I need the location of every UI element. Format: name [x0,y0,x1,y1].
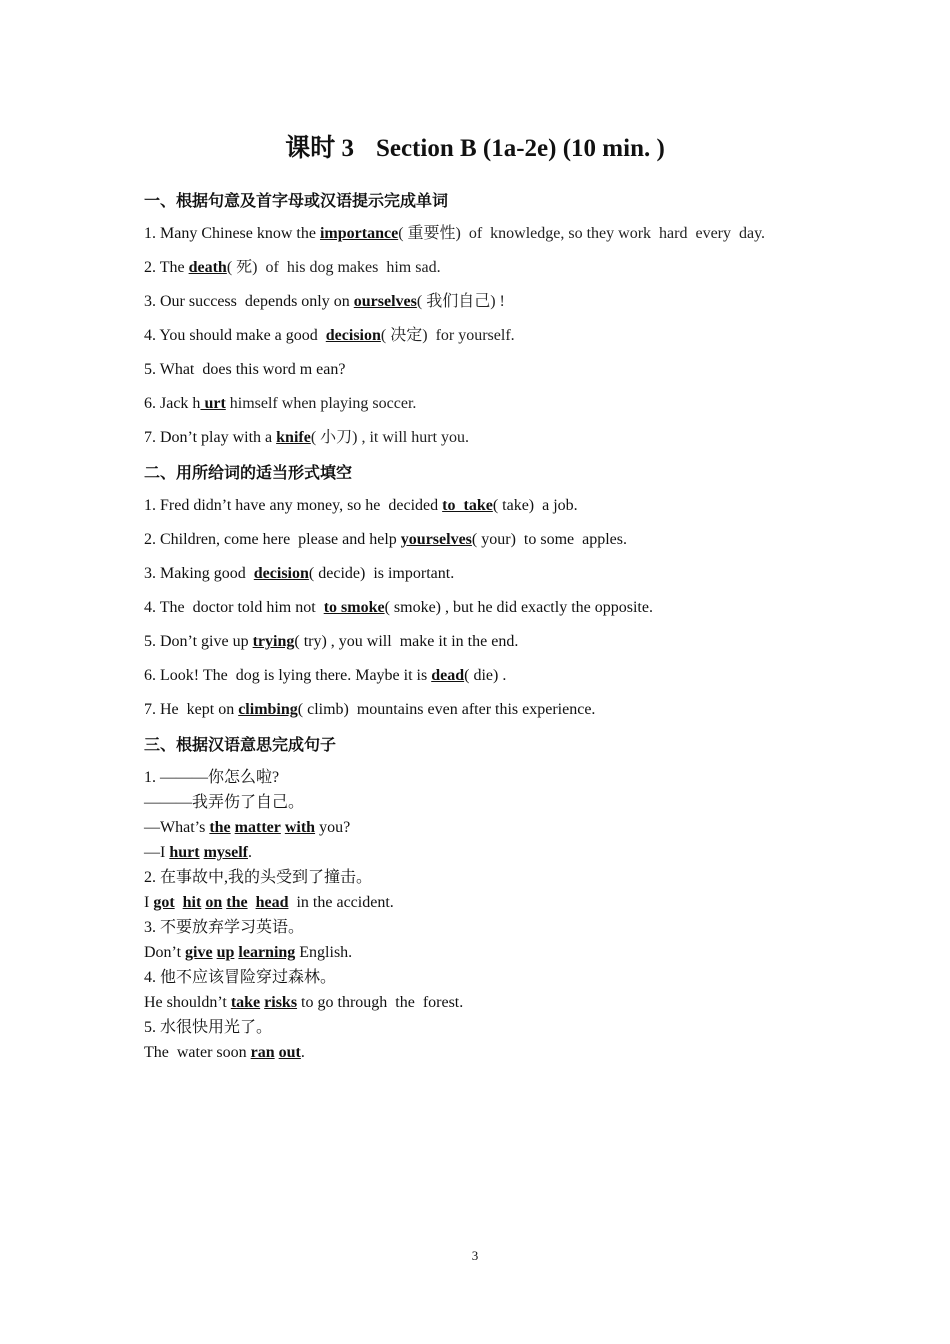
answer: learning [238,944,296,961]
answer: decision [253,565,309,582]
answer: on [205,894,223,911]
page-title [0,133,950,165]
part1-item-6: 6. Jack h urt himself when playing soccer. [144,395,417,412]
part1-heading: 一、根据句意及首字母或汉语提示完成单词 [144,191,449,210]
answer: up [216,944,235,961]
answer: dead [431,667,465,684]
part1-item-7: 7. Don’t play with a knife( 小刀) , it will hurt you. [144,429,470,446]
part2-item-7: 7. He kept on climbing( climb) mountains even after this experience. [144,701,596,718]
answer: hurt [169,844,200,861]
answer: the [209,819,231,836]
part3-line-4: —I hurt myself. [144,844,252,861]
part2-item-3: 3. Making good decision( decide) is important. [144,565,455,582]
part3-line-3: —What’s the matter with you? [144,819,351,836]
part1-item-4: 4. You should make a good decision( 决定) for yourself. [144,327,515,344]
part3-line-9: 4. 他不应该冒险穿过森林。 [144,969,337,986]
answer: matter [234,819,281,836]
answer: with [284,819,316,836]
answer: to smoke [323,599,385,616]
part3-line-10: He shouldn’t take risks to go through the forest. [144,994,464,1011]
part2-item-1: 1. Fred didn’t have any money, so he decided to take( take) a job. [144,497,578,514]
part1-item-1: 1. Many Chinese know the importance( 重要性) of knowledge, so they work hard every day. [144,225,766,242]
part1-item-5: 5. What does this word m ean? [144,361,346,378]
part3-line-8: Don’t give up learning English. [144,944,353,961]
part3-line-1: 1. ———你怎么啦? [144,769,280,786]
answer: importance [319,225,399,242]
answer: myself [203,844,248,861]
answer: decision [325,327,381,344]
answer: risks [264,994,298,1011]
answer: take [230,994,261,1011]
answer: yourselves [400,531,472,548]
page-number: 3 [471,1248,479,1263]
answer: ran [250,1044,275,1061]
part1-item-2: 2. The death( 死) of his dog makes him sad. [144,259,441,276]
answer: head [255,894,289,911]
part3-line-6: I got hit on the head in the accident. [144,894,394,911]
answer: urt [200,395,226,412]
answer: knife [276,429,311,446]
answer: got [153,894,175,911]
part3-line-11: 5. 水很快用光了。 [144,1019,273,1036]
part1-item-3: 3. Our success depends only on ourselves( 我们自己) ! [144,293,505,310]
answer: death [188,259,227,276]
answer: give [185,944,213,961]
answer: to take [442,497,493,514]
answer: trying [252,633,295,650]
part2-item-2: 2. Children, come here please and help yourselves( your) to some apples. [144,531,627,548]
part2-item-5: 5. Don’t give up trying( try) , you will make it in the end. [144,633,519,650]
answer: the [226,894,248,911]
answer: climbing [238,701,298,718]
answer: ourselves [353,293,417,310]
answer: out [278,1044,301,1061]
part3-line-7: 3. 不要放弃学习英语。 [144,919,305,936]
section-label: Section B (1a-2e) (10 min. ) [375,135,665,162]
part3-heading: 三、根据汉语意思完成句子 [144,735,337,754]
lesson-label: 课时 3 [285,135,354,162]
part3-line-12: The water soon ran out. [144,1044,305,1061]
part2-item-4: 4. The doctor told him not to smoke( smoke) , but he did exactly the opposite. [144,599,653,616]
part3-line-2: ———我弄伤了自己。 [144,794,305,811]
part2-heading: 二、用所给词的适当形式填空 [144,463,353,482]
answer: hit [182,894,202,911]
part2-item-6: 6. Look! The dog is lying there. Maybe it is dead( die) . [144,667,507,684]
part3-line-5: 2. 在事故中,我的头受到了撞击。 [144,869,373,886]
